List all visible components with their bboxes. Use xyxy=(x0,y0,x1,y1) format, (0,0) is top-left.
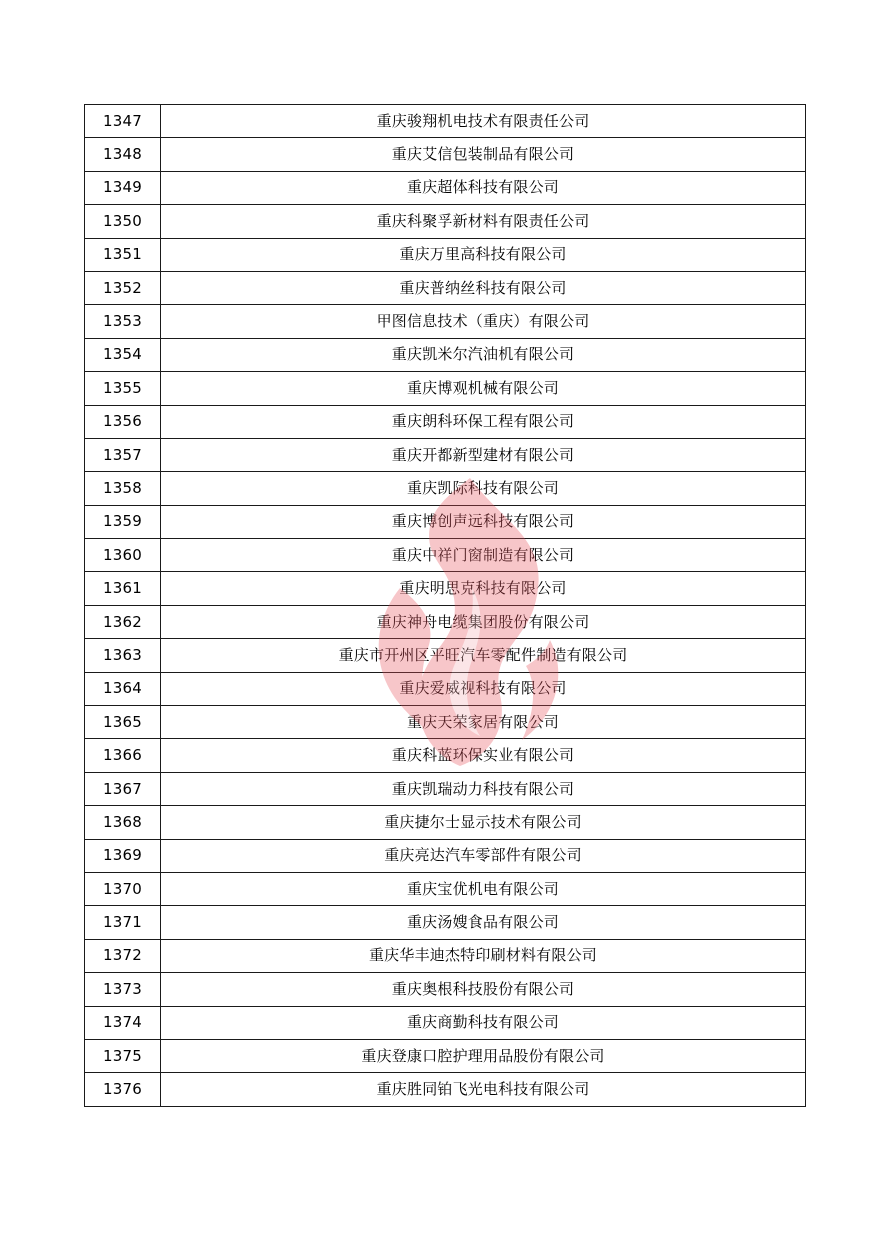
table-row xyxy=(85,672,806,705)
table-row xyxy=(85,772,806,805)
row-number-cell: 1348 xyxy=(85,138,161,171)
company-name-cell: 重庆凯际科技有限公司 xyxy=(161,472,806,505)
table-row xyxy=(85,105,806,138)
row-number-cell: 1363 xyxy=(85,639,161,672)
table-row xyxy=(85,472,806,505)
table-row xyxy=(85,906,806,939)
company-name-cell: 重庆胜同铂飞光电科技有限公司 xyxy=(161,1073,806,1106)
row-number-cell: 1373 xyxy=(85,973,161,1006)
table-row xyxy=(85,605,806,638)
table-row xyxy=(85,505,806,538)
table-row xyxy=(85,539,806,572)
company-name-cell: 重庆登康口腔护理用品股份有限公司 xyxy=(161,1039,806,1072)
row-number-cell: 1353 xyxy=(85,305,161,338)
table-row xyxy=(85,706,806,739)
row-number-cell: 1367 xyxy=(85,772,161,805)
company-name-cell: 重庆华丰迪杰特印刷材料有限公司 xyxy=(161,939,806,972)
table-row xyxy=(85,872,806,905)
row-number-cell: 1362 xyxy=(85,605,161,638)
row-number-cell: 1351 xyxy=(85,238,161,271)
row-number-cell: 1357 xyxy=(85,438,161,471)
company-name-cell: 重庆中祥门窗制造有限公司 xyxy=(161,539,806,572)
row-number-cell: 1350 xyxy=(85,205,161,238)
row-number-cell: 1352 xyxy=(85,271,161,304)
table-row xyxy=(85,438,806,471)
row-number-cell: 1359 xyxy=(85,505,161,538)
row-number-cell: 1372 xyxy=(85,939,161,972)
company-name-cell: 重庆凯米尔汽油机有限公司 xyxy=(161,338,806,371)
table-row xyxy=(85,305,806,338)
table-row xyxy=(85,1039,806,1072)
company-list-body xyxy=(85,105,806,1107)
row-number-cell: 1370 xyxy=(85,872,161,905)
table-row xyxy=(85,138,806,171)
company-name-cell: 重庆骏翔机电技术有限责任公司 xyxy=(161,105,806,138)
table-row xyxy=(85,839,806,872)
row-number-cell: 1356 xyxy=(85,405,161,438)
table-row xyxy=(85,372,806,405)
table-row xyxy=(85,806,806,839)
company-name-cell: 重庆爱威视科技有限公司 xyxy=(161,672,806,705)
company-name-cell: 重庆明思克科技有限公司 xyxy=(161,572,806,605)
row-number-cell: 1364 xyxy=(85,672,161,705)
company-list-table xyxy=(84,104,806,1107)
row-number-cell: 1347 xyxy=(85,105,161,138)
company-name-cell: 重庆市开州区平旺汽车零配件制造有限公司 xyxy=(161,639,806,672)
row-number-cell: 1371 xyxy=(85,906,161,939)
table-row xyxy=(85,338,806,371)
row-number-cell: 1360 xyxy=(85,539,161,572)
company-name-cell: 重庆捷尔士显示技术有限公司 xyxy=(161,806,806,839)
row-number-cell: 1365 xyxy=(85,706,161,739)
company-name-cell: 重庆奥根科技股份有限公司 xyxy=(161,973,806,1006)
company-name-cell: 重庆汤嫂食品有限公司 xyxy=(161,906,806,939)
row-number-cell: 1358 xyxy=(85,472,161,505)
company-name-cell: 重庆艾信包装制品有限公司 xyxy=(161,138,806,171)
company-name-cell: 重庆朗科环保工程有限公司 xyxy=(161,405,806,438)
company-name-cell: 重庆博观机械有限公司 xyxy=(161,372,806,405)
company-name-cell: 重庆天荣家居有限公司 xyxy=(161,706,806,739)
table-row xyxy=(85,572,806,605)
row-number-cell: 1376 xyxy=(85,1073,161,1106)
company-name-cell: 重庆超体科技有限公司 xyxy=(161,171,806,204)
company-name-cell: 重庆宝优机电有限公司 xyxy=(161,872,806,905)
row-number-cell: 1369 xyxy=(85,839,161,872)
table-row xyxy=(85,639,806,672)
table-row xyxy=(85,939,806,972)
table-row xyxy=(85,205,806,238)
row-number-cell: 1374 xyxy=(85,1006,161,1039)
row-number-cell: 1368 xyxy=(85,806,161,839)
company-name-cell: 重庆万里高科技有限公司 xyxy=(161,238,806,271)
table-row xyxy=(85,1006,806,1039)
company-name-cell: 重庆博创声远科技有限公司 xyxy=(161,505,806,538)
company-name-cell: 甲图信息技术（重庆）有限公司 xyxy=(161,305,806,338)
company-name-cell: 重庆亮达汽车零部件有限公司 xyxy=(161,839,806,872)
row-number-cell: 1375 xyxy=(85,1039,161,1072)
company-name-cell: 重庆开都新型建材有限公司 xyxy=(161,438,806,471)
table-row xyxy=(85,238,806,271)
row-number-cell: 1354 xyxy=(85,338,161,371)
company-name-cell: 重庆神舟电缆集团股份有限公司 xyxy=(161,605,806,638)
table-row xyxy=(85,739,806,772)
row-number-cell: 1361 xyxy=(85,572,161,605)
company-name-cell: 重庆商勤科技有限公司 xyxy=(161,1006,806,1039)
row-number-cell: 1355 xyxy=(85,372,161,405)
company-name-cell: 重庆凯瑞动力科技有限公司 xyxy=(161,772,806,805)
row-number-cell: 1349 xyxy=(85,171,161,204)
company-name-cell: 重庆科聚孚新材料有限责任公司 xyxy=(161,205,806,238)
table-row xyxy=(85,171,806,204)
row-number-cell: 1366 xyxy=(85,739,161,772)
company-name-cell: 重庆科蓝环保实业有限公司 xyxy=(161,739,806,772)
table-row xyxy=(85,973,806,1006)
company-name-cell: 重庆普纳丝科技有限公司 xyxy=(161,271,806,304)
table-row xyxy=(85,1073,806,1106)
table-row xyxy=(85,271,806,304)
table-row xyxy=(85,405,806,438)
